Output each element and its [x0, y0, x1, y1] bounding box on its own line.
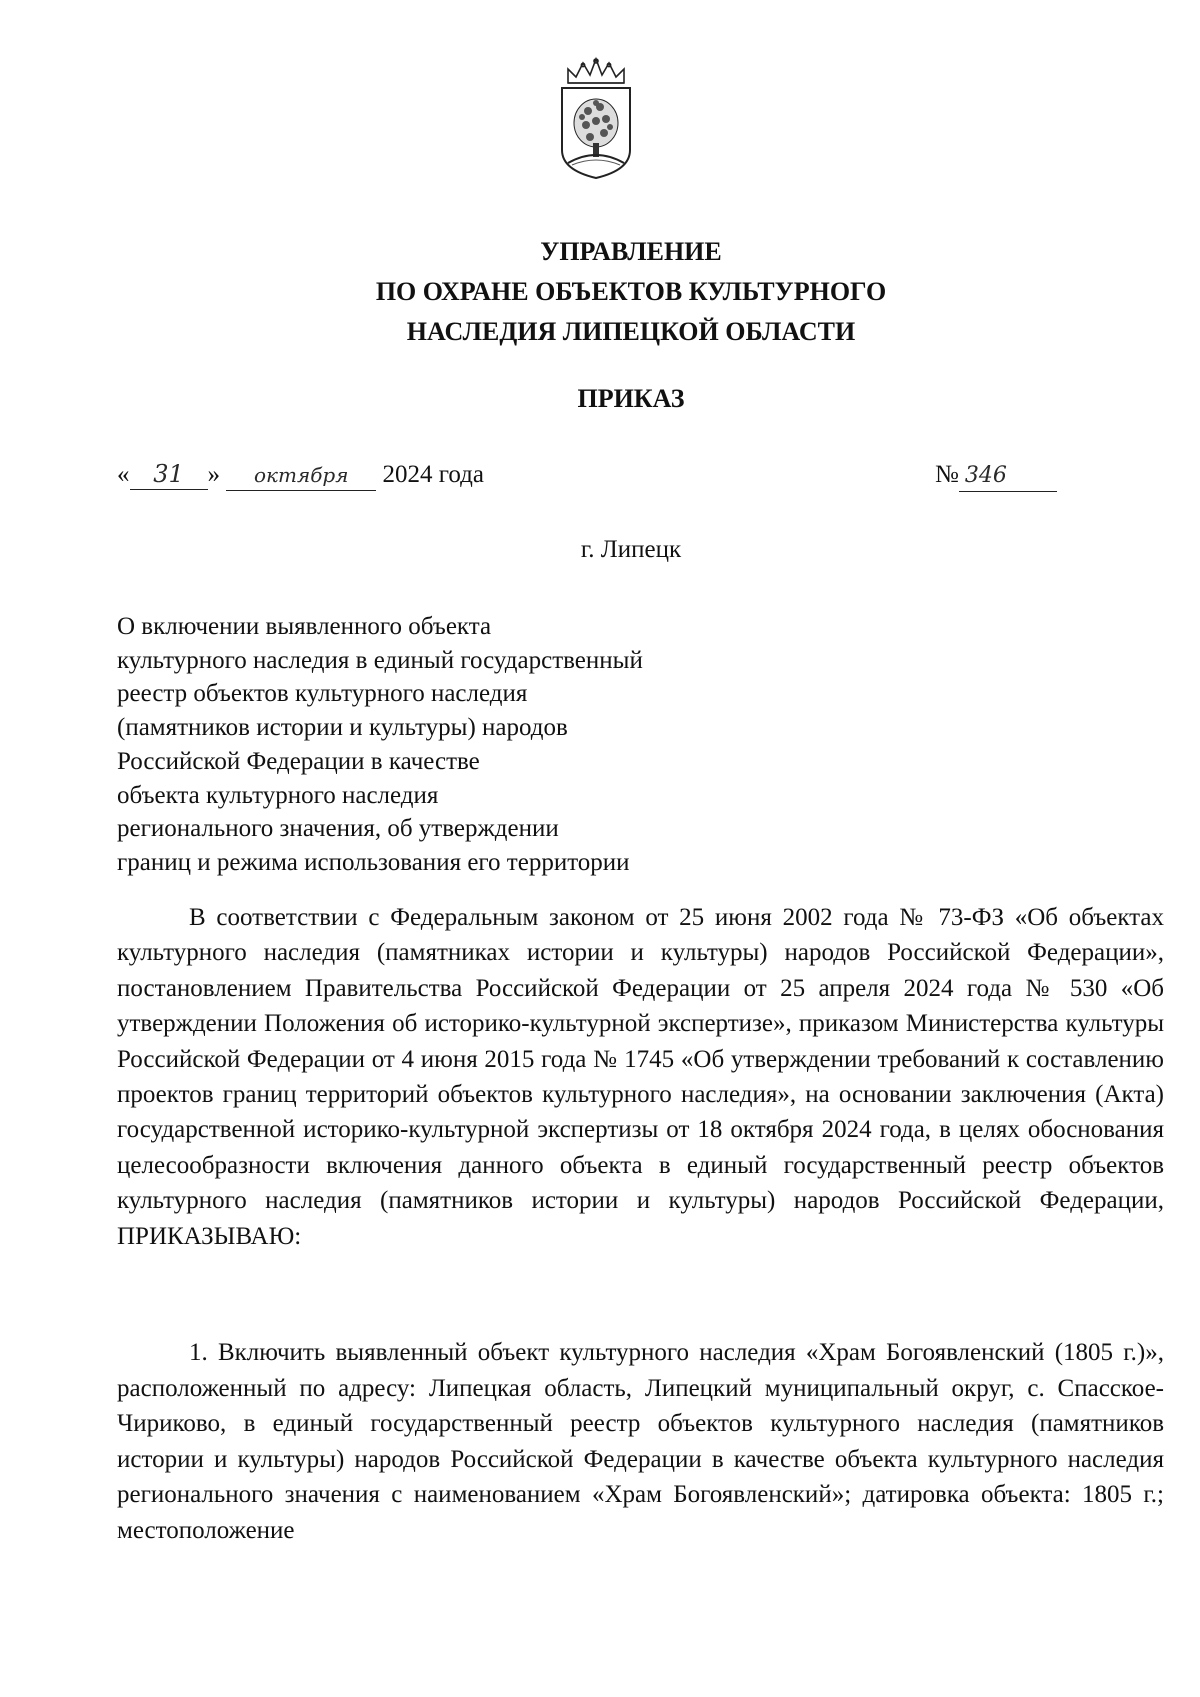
coat-of-arms-emblem	[556, 55, 636, 180]
order-number	[935, 455, 1057, 495]
date-year: 2024 года	[382, 461, 484, 488]
preamble-paragraph: В соответствии с Федеральным законом от 25 июня 2002 года № 73-ФЗ «Об объектах культурного наследия (памятниках истории и культуры) народов Российской Федерации», постановлением Правительства Российской Федерации от 25 апреля 2024 года № 530 «Об утверждении Положения об историко-культурной экспертизе», приказом Министерства культуры Российской Федерации от 4 июня 2015 года № 1745 «Об утверждении требований к составлению проектов границ территорий объектов культурного наследия», на основании заключения (Акта) государственной историко-культурной экспертизы от 18 октября 2024 года, в целях обоснования целесообразности включения данного объекта в единый государственный реестр объектов культурного наследия (памятников истории и культуры) народов Российской Федерации, ПРИКАЗЫВАЮ:	[117, 904, 1164, 1250]
document-type-title: ПРИКАЗ	[577, 384, 685, 413]
order-date	[117, 455, 484, 495]
date-open-quote: «	[117, 461, 130, 488]
authority-line-1: УПРАВЛЕНИЕ	[540, 237, 722, 266]
date-month-handwritten: октября	[226, 460, 376, 491]
number-label: №	[935, 461, 959, 488]
authority-line-2: ПО ОХРАНЕ ОБЪЕКТОВ КУЛЬТУРНОГО	[375, 277, 887, 306]
subject-line: регионального значения, об утверждении	[117, 815, 559, 843]
number-handwritten: 346	[959, 461, 1057, 492]
subject-line: О включении выявленного объекта	[117, 613, 492, 640]
order-clause-1: 1. Включить выявленный объект культурного наследия «Храм Богоявленский (1805 г.)», расположенный по адресу: Липецкая область, Липецкий муниципальный округ, с. Спасское-Чириково, в единый государственный реестр объектов культурного наследия (памятников истории и культуры) народов Российской Федерации в качестве объекта культурного наследия регионального значения с наименованием «Храм Богоявленский»; датировка объекта: 1805 г.; местоположение	[117, 1339, 1164, 1544]
authority-line-3: НАСЛЕДИЯ ЛИПЕЦКОЙ ОБЛАСТИ	[406, 317, 856, 346]
order-subject	[117, 610, 643, 880]
subject-line: границ и режима использования его территории	[117, 848, 630, 876]
date-close-quote: »	[207, 461, 220, 488]
subject-line: объекта культурного наследия	[117, 781, 439, 809]
subject-line: реестр объектов культурного наследия	[117, 680, 528, 708]
subject-line: культурного наследия в единый государственный	[117, 646, 643, 674]
issuing-authority	[0, 232, 1200, 352]
subject-line: (памятников истории и культуры) народов	[117, 714, 568, 742]
issue-city: г. Липецк	[580, 536, 682, 563]
subject-line: Российской Федерации в качестве	[117, 747, 480, 775]
date-day-handwritten: 31	[130, 459, 208, 490]
